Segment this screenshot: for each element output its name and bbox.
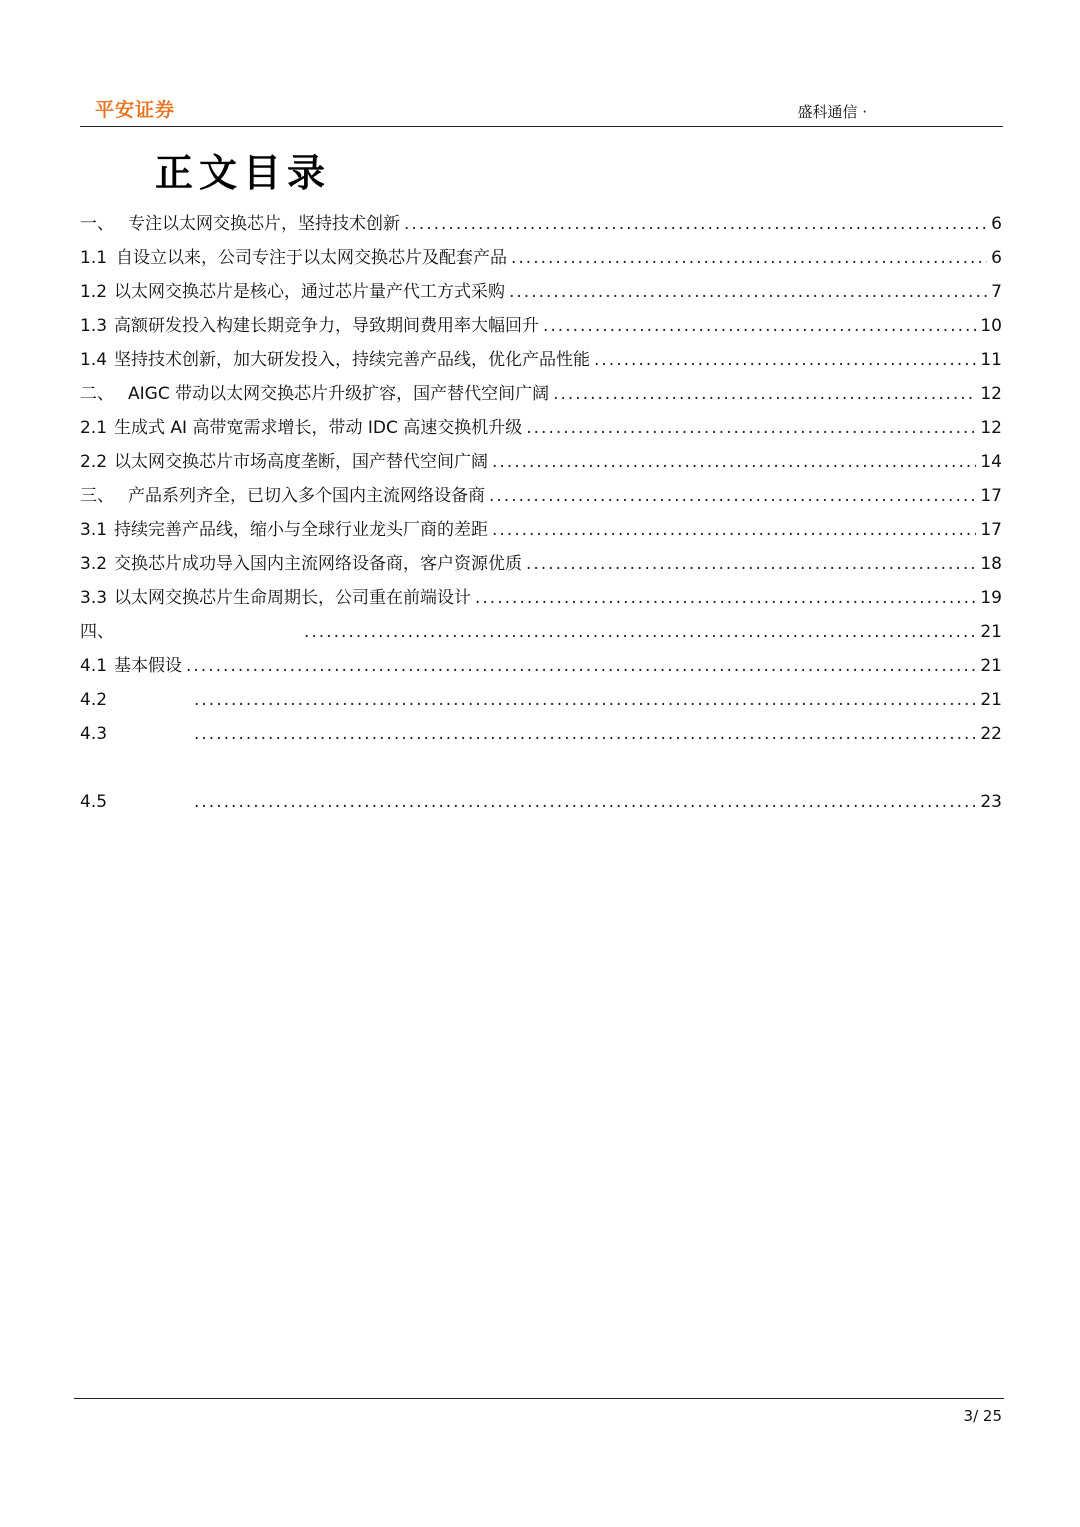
brand-logo: 平安证券 (95, 99, 176, 121)
toc-page-number: 21 (980, 690, 1002, 710)
page-title: 正文目录 (155, 151, 332, 195)
toc-number: 4.2 (80, 690, 108, 710)
toc-page-number: 23 (980, 792, 1002, 812)
toc-number: 4.1 (80, 656, 108, 676)
toc-title: 以太网交换芯片市场高度垄断，国产替代空间广阔 (114, 452, 488, 472)
toc-leader (509, 275, 987, 309)
toc-number: 1.2 (80, 282, 108, 302)
toc-entry-3-3[interactable] (80, 581, 1002, 615)
toc-number: 2.1 (80, 418, 108, 438)
toc-page-number: 14 (980, 452, 1002, 472)
toc-leader (194, 717, 976, 751)
toc-leader (475, 581, 976, 615)
toc-entry-4-1[interactable] (80, 649, 1002, 683)
toc-number: 4.5 (80, 792, 108, 812)
toc-number: 3.2 (80, 554, 108, 574)
toc-page-number: 12 (980, 384, 1002, 404)
toc-page-number: 10 (980, 316, 1002, 336)
toc-entry-4-3[interactable] (80, 717, 1002, 751)
toc-leader (186, 649, 976, 683)
toc-number: 二、 (80, 384, 114, 404)
toc-entry-3[interactable] (80, 479, 1002, 513)
toc-page-number: 21 (980, 622, 1002, 642)
toc-title: 交换芯片成功导入国内主流网络设备商，客户资源优质 (114, 554, 522, 574)
toc-entry-2[interactable] (80, 377, 1002, 411)
toc-title: 持续完善产品线，缩小与全球行业龙头厂商的差距 (114, 520, 488, 540)
toc-leader (594, 343, 976, 377)
toc-page-number: 7 (991, 282, 1002, 302)
toc-entry-3-1[interactable] (80, 513, 1002, 547)
toc-page-number: 18 (980, 554, 1002, 574)
toc-leader (404, 207, 987, 241)
toc-entry-2-2[interactable] (80, 445, 1002, 479)
toc-number: 1.1 (80, 248, 108, 268)
footer-divider (74, 1398, 1004, 1399)
toc-leader (526, 547, 976, 581)
toc-entry-1-4[interactable] (80, 343, 1002, 377)
toc-page-number: 21 (980, 656, 1002, 676)
toc-page-number: 11 (980, 350, 1002, 370)
toc-entry-1-2[interactable] (80, 275, 1002, 309)
toc-number: 四、 (80, 622, 114, 642)
toc-number: 2.2 (80, 452, 108, 472)
toc-leader (492, 513, 976, 547)
toc-title: 自设立以来，公司专注于以太网交换芯片及配套产品 (116, 248, 507, 268)
toc-number: 3.3 (80, 588, 108, 608)
toc-title: 产品系列齐全，已切入多个国内主流网络设备商 (128, 486, 485, 506)
toc-leader (492, 445, 976, 479)
toc-leader (194, 785, 976, 819)
header-divider (80, 126, 1003, 127)
toc-page-number: 17 (980, 520, 1002, 540)
toc-number: 一、 (80, 214, 114, 234)
toc-entry-4-2[interactable] (80, 683, 1002, 717)
toc-page-number: 12 (980, 418, 1002, 438)
toc-number: 三、 (80, 486, 114, 506)
toc-leader (194, 683, 976, 717)
toc-page-number: 19 (980, 588, 1002, 608)
toc-leader (553, 377, 976, 411)
toc-title: 高额研发投入构建长期竞争力，导致期间费用率大幅回升 (114, 316, 539, 336)
table-of-contents (80, 207, 1002, 819)
toc-entry-1-3[interactable] (80, 309, 1002, 343)
toc-leader (489, 479, 976, 513)
toc-entry-1[interactable] (80, 207, 1002, 241)
toc-entry-3-2[interactable] (80, 547, 1002, 581)
toc-title: 基本假设 (114, 656, 182, 676)
toc-leader (543, 309, 976, 343)
toc-page-number: 17 (980, 486, 1002, 506)
toc-number: 4.3 (80, 724, 108, 744)
toc-entry-1-1[interactable] (80, 241, 1002, 275)
toc-title: 以太网交换芯片是核心，通过芯片量产代工方式采购 (114, 282, 505, 302)
toc-page-number: 6 (991, 248, 1002, 268)
toc-entry-2-1[interactable] (80, 411, 1002, 445)
toc-title: 专注以太网交换芯片，坚持技术创新 (128, 214, 400, 234)
toc-page-number: 22 (980, 724, 1002, 744)
toc-page-number: 6 (991, 214, 1002, 234)
toc-number: 1.3 (80, 316, 108, 336)
toc-entry-4-5[interactable] (80, 785, 1002, 819)
toc-title: 生成式 AI 高带宽需求增长，带动 IDC 高速交换机升级 (114, 418, 523, 438)
toc-entry-4[interactable] (80, 615, 1002, 649)
toc-leader (526, 411, 976, 445)
company-name: 盛科通信 · (797, 103, 867, 121)
toc-number: 1.4 (80, 350, 108, 370)
toc-title: 以太网交换芯片生命周期长，公司重在前端设计 (114, 588, 471, 608)
toc-title: AIGC 带动以太网交换芯片升级扩容，国产替代空间广阔 (128, 384, 550, 404)
toc-leader (304, 615, 976, 649)
toc-leader (511, 241, 987, 275)
page-number: 3/ 25 (963, 1407, 1002, 1425)
toc-number: 3.1 (80, 520, 108, 540)
toc-title: 坚持技术创新，加大研发投入，持续完善产品线，优化产品性能 (114, 350, 590, 370)
